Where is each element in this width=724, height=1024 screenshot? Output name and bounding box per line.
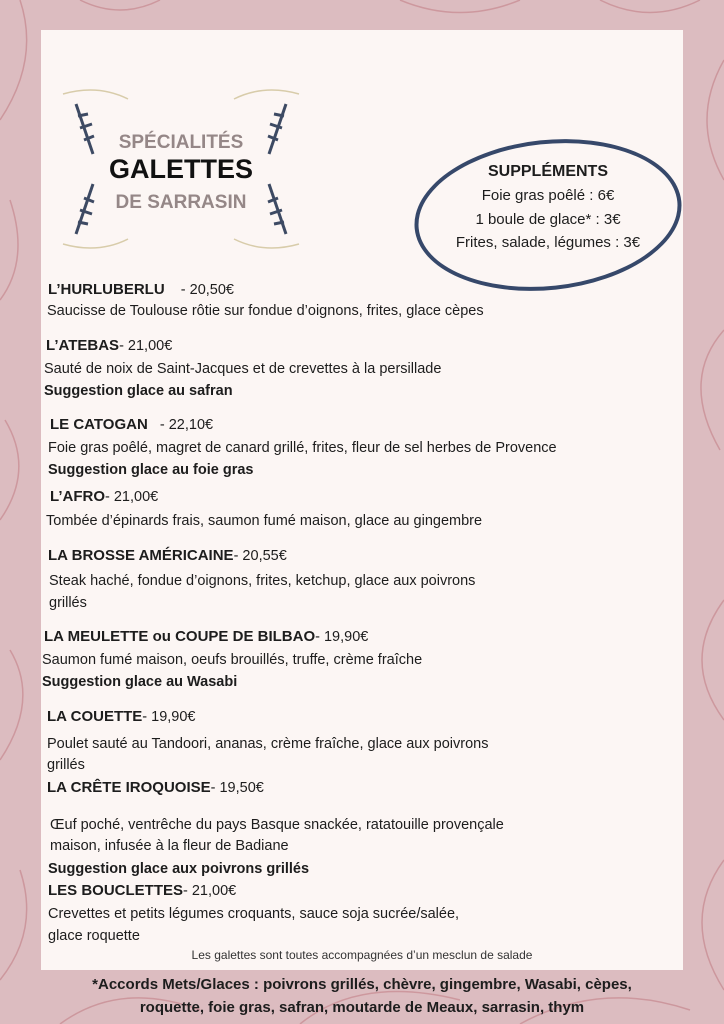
- galette-name: LA MEULETTE ou COUPE DE BILBAO: [44, 628, 316, 645]
- galette-desc: grillés: [47, 757, 85, 773]
- galette-desc: Steak haché, fondue d’oignons, frites, ketchup, glace aux poivrons: [49, 573, 476, 589]
- galette-name: LA BROSSE AMÉRICAINE: [48, 547, 234, 564]
- galette-price: - 21,00€: [119, 338, 173, 354]
- galette-price: - 22,10€: [147, 417, 214, 433]
- header-specialites: SPÉCIALITÉS: [118, 132, 244, 153]
- galette-suggestion: Suggestion glace au Wasabi: [42, 674, 238, 690]
- galette-desc: Œuf poché, ventrêche du pays Basque snackée, ratatouille provençale: [50, 817, 504, 833]
- galette-price: - 21,00€: [183, 883, 237, 899]
- galette-desc: glace roquette: [48, 928, 140, 944]
- galette-title: [47, 708, 196, 726]
- footnote: Les galettes sont toutes accompagnées d’un mesclun de salade: [191, 948, 533, 962]
- galette-title: [44, 628, 368, 646]
- supplements-title: SUPPLÉMENTS: [487, 163, 608, 180]
- galette-name: L’HURLUBERLU: [48, 281, 165, 298]
- galette-desc: Tombée d’épinards frais, saumon fumé maison, glace au gingembre: [46, 513, 483, 529]
- galette-price: - 19,50€: [210, 780, 264, 796]
- galette-desc: grillés: [49, 595, 87, 611]
- header-de-sarrasin: DE SARRASIN: [115, 192, 247, 213]
- galette-desc: Saumon fumé maison, oeufs brouillés, truffe, crème fraîche: [42, 652, 423, 668]
- specialites-logo: [58, 84, 304, 254]
- supplement-item: Foie gras poêlé : 6€: [481, 187, 615, 204]
- galette-price: - 21,00€: [105, 489, 159, 505]
- galette-suggestion: Suggestion glace au foie gras: [48, 462, 254, 478]
- galette-desc: Saucisse de Toulouse rôtie sur fondue d’oignons, frites, glace cèpes: [47, 303, 484, 319]
- galette-desc: Crevettes et petits légumes croquants, sauce soja sucrée/salée,: [48, 906, 460, 922]
- galette-name: LA COUETTE: [47, 708, 143, 725]
- galette-title: [46, 337, 172, 355]
- galette-title: [50, 416, 213, 434]
- galette-title: [48, 281, 234, 299]
- galette-desc: maison, infusée à la fleur de Badiane: [50, 838, 289, 854]
- galette-title: [48, 882, 236, 900]
- accords-line: *Accords Mets/Glaces : poivrons grillés, chèvre, gingembre, Wasabi, cèpes,: [92, 976, 632, 993]
- galette-desc: Sauté de noix de Saint-Jacques et de crevettes à la persillade: [44, 361, 442, 377]
- galette-name: L’AFRO: [50, 488, 105, 505]
- galette-title: [47, 779, 264, 797]
- galette-name: LA CRÊTE IROQUOISE: [47, 779, 211, 796]
- accords-note: [0, 973, 724, 1019]
- supplement-item: 1 boule de glace* : 3€: [475, 211, 621, 228]
- galette-suggestion: Suggestion glace aux poivrons grillés: [48, 861, 310, 877]
- galette-name: LE CATOGAN: [50, 416, 148, 433]
- galette-desc: Poulet sauté au Tandoori, ananas, crème fraîche, glace aux poivrons: [47, 736, 489, 752]
- galette-name: L’ATEBAS: [46, 337, 120, 354]
- supplement-item: Frites, salade, légumes : 3€: [455, 234, 641, 251]
- galette-name: LES BOUCLETTES: [48, 882, 184, 899]
- galette-price: - 20,55€: [233, 548, 287, 564]
- galette-title: [48, 547, 287, 565]
- header-galettes: GALETTES: [108, 154, 253, 184]
- galette-price: - 19,90€: [315, 629, 369, 645]
- galette-title: [50, 488, 158, 506]
- accords-line: roquette, foie gras, safran, moutarde de Meaux, sarrasin, thym: [139, 999, 585, 1016]
- galette-price: - 19,90€: [142, 709, 196, 725]
- galette-price: - 20,50€: [164, 282, 234, 298]
- galette-suggestion: Suggestion glace au safran: [44, 383, 233, 399]
- galette-desc: Foie gras poêlé, magret de canard grillé, frites, fleur de sel herbes de Provence: [48, 440, 557, 456]
